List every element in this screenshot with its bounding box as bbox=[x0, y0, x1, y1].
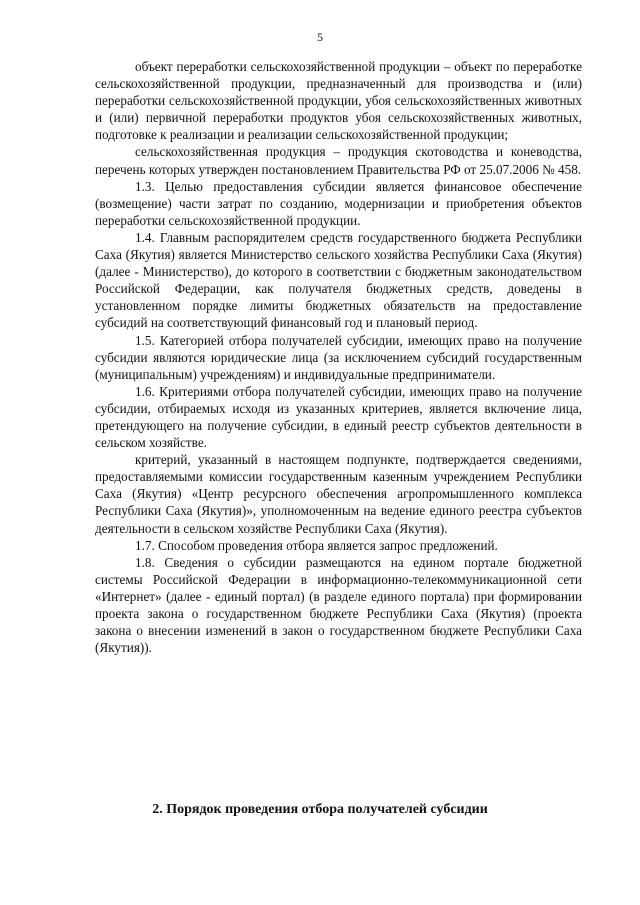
paragraph-1-4: 1.4. Главным распорядителем средств государственного бюджета Республики Саха (Якутия) является Министерство сельского хозяйства Республики Саха (Якутия) (далее - Министерство), до которого в соответствии с бюджетным законодательством Российской Федерации, как получателя бюджетных средств, доведены в установленном порядке лимиты бюджетных обязательств на предоставление субсидий на соответствующий финансовый год и плановый период. bbox=[95, 229, 582, 331]
paragraph-1-8: 1.8. Сведения о субсидии размещаются на едином портале бюджетной системы Российской Федерации в информационно-телекоммуникационной сети «Интернет» (далее - единый портал) (в разделе единого портала) при формировании проекта закона о государственном бюджете Республики Саха (Якутия) (проекта закона о внесении изменений в закон о государственном бюджете Республики Саха (Якутия)). bbox=[95, 554, 582, 656]
page-number: 5 bbox=[317, 30, 323, 44]
paragraph-definition-processing-object: объект переработки сельскохозяйственной продукции – объект по переработке сельскохозяйственной продукции, предназначенный для производства и (или) переработки сельскохозяйственной продукции, убоя сельскохозяйственных животных и (или) первичной переработки продуктов убоя сельскохозяйственных животных, подготовке к реализации и реализации сельскохозяйственной продукции; bbox=[95, 59, 582, 143]
paragraph-1-7: 1.7. Способом проведения отбора является запрос предложений. bbox=[135, 537, 498, 553]
paragraph-definition-agricultural-product: сельскохозяйственная продукция – продукция скотоводства и коневодства, перечень которых утвержден постановлением Правительства РФ от 25.07.2006 № 458. bbox=[95, 144, 582, 177]
document-body bbox=[95, 58, 582, 656]
paragraph-criterion: критерий, указанный в настоящем подпункте, подтверждается сведениями, предоставляемыми комиссии государственным казенным учреждением Республики Саха (Якутия) «Центр ресурсного обеспечения агропромышленного комплекса Республики Саха (Якутия)», уполномоченным на ведение единого реестра субъектов деятельности в сельском хозяйстве Республики Саха (Якутия). bbox=[95, 452, 582, 536]
section-heading: 2. Порядок проведения отбора получателей субсидии bbox=[152, 802, 488, 817]
paragraph-1-5: 1.5. Категорией отбора получателей субсидии, имеющих право на получение субсидии являются юридические лица (за исключением субсидий государственным (муниципальным) учреждениям) и индивидуальные предприниматели. bbox=[95, 332, 582, 382]
paragraph-1-6: 1.6. Критериями отбора получателей субсидии, имеющих право на получение субсидии, отбираемых исходя из указанных критериев, является включение лица, претендующего на получение субсидии, в единый реестр субъектов деятельности в сельском хозяйстве. bbox=[95, 383, 582, 451]
paragraph-1-3: 1.3. Целью предоставления субсидии является финансовое обеспечение (возмещение) части затрат по созданию, модернизации и приобретения объектов переработки сельскохозяйственной продукции. bbox=[95, 178, 582, 228]
